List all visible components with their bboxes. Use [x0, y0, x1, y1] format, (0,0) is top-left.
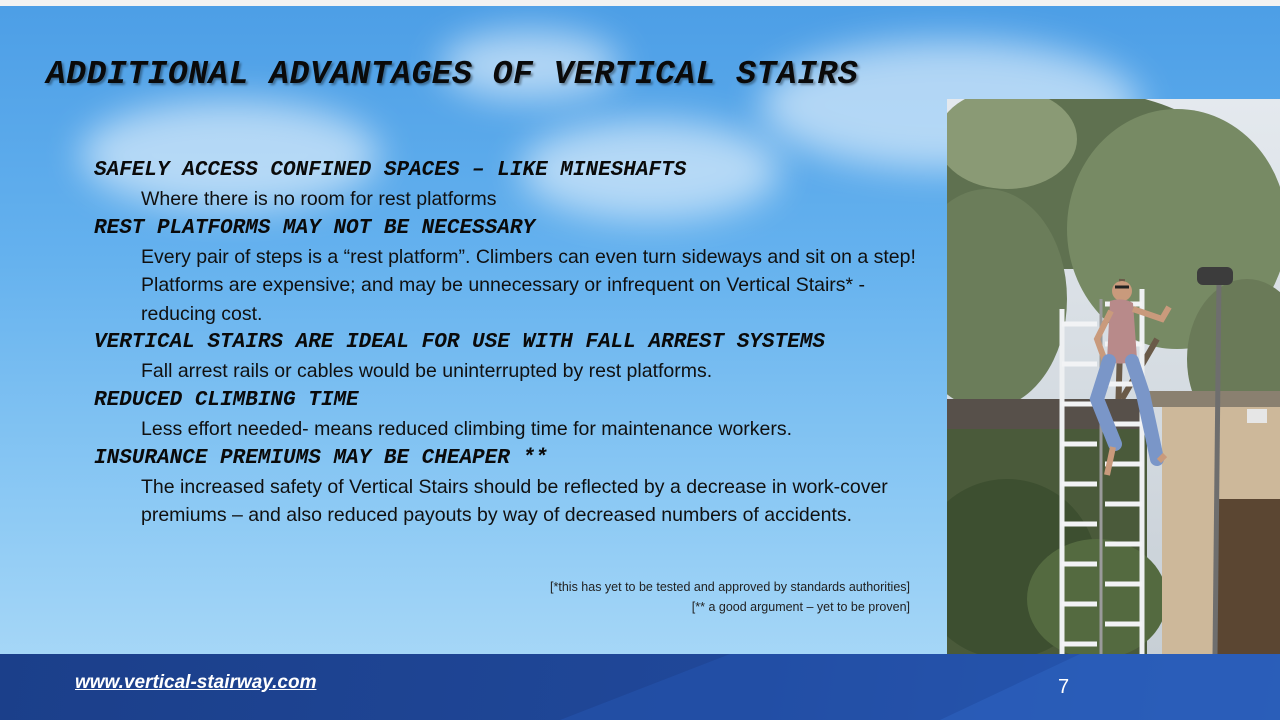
top-border	[0, 0, 1280, 6]
slide-title: ADDITIONAL ADVANTAGES OF VERTICAL STAIRS	[46, 56, 859, 93]
footnote: [** a good argument – yet to be proven]	[691, 600, 910, 614]
advantages-list	[94, 156, 914, 530]
website-link[interactable]: www.vertical-stairway.com	[75, 672, 317, 693]
footer-decoration	[560, 654, 1280, 720]
section-heading: VERTICAL STAIRS ARE IDEAL FOR USE WITH FALL ARREST SYSTEMS	[94, 331, 825, 355]
section-body: Where there is no room for rest platforms	[141, 188, 497, 210]
footnote: [*this has yet to be tested and approved by standards authorities]	[550, 580, 910, 594]
section-body: The increased safety of Vertical Stairs should be reflected by a decrease in work-cover premiums – and also reduced payouts by way of decreased numbers of accidents.	[141, 475, 888, 527]
ladder-photo	[947, 99, 1280, 655]
section-body: Every pair of steps is a “rest platform”. Climbers can even turn sideways and sit on a step! Platforms are expensive; and may be unnecessary or infrequent on Vertical Stairs* - reducing cost.	[141, 245, 916, 325]
section-heading: REDUCED CLIMBING TIME	[94, 388, 359, 412]
section-body: Fall arrest rails or cables would be uninterrupted by rest platforms.	[141, 360, 713, 383]
section-heading: REST PLATFORMS MAY NOT BE NECESSARY	[94, 216, 536, 240]
footnotes	[550, 577, 910, 617]
section-heading: INSURANCE PREMIUMS MAY BE CHEAPER **	[94, 446, 548, 470]
section-heading: SAFELY ACCESS CONFINED SPACES – LIKE MINESHAFTS	[94, 159, 687, 182]
page-number: 7	[1058, 676, 1070, 698]
section-body: Less effort needed- means reduced climbing time for maintenance workers.	[141, 417, 793, 440]
